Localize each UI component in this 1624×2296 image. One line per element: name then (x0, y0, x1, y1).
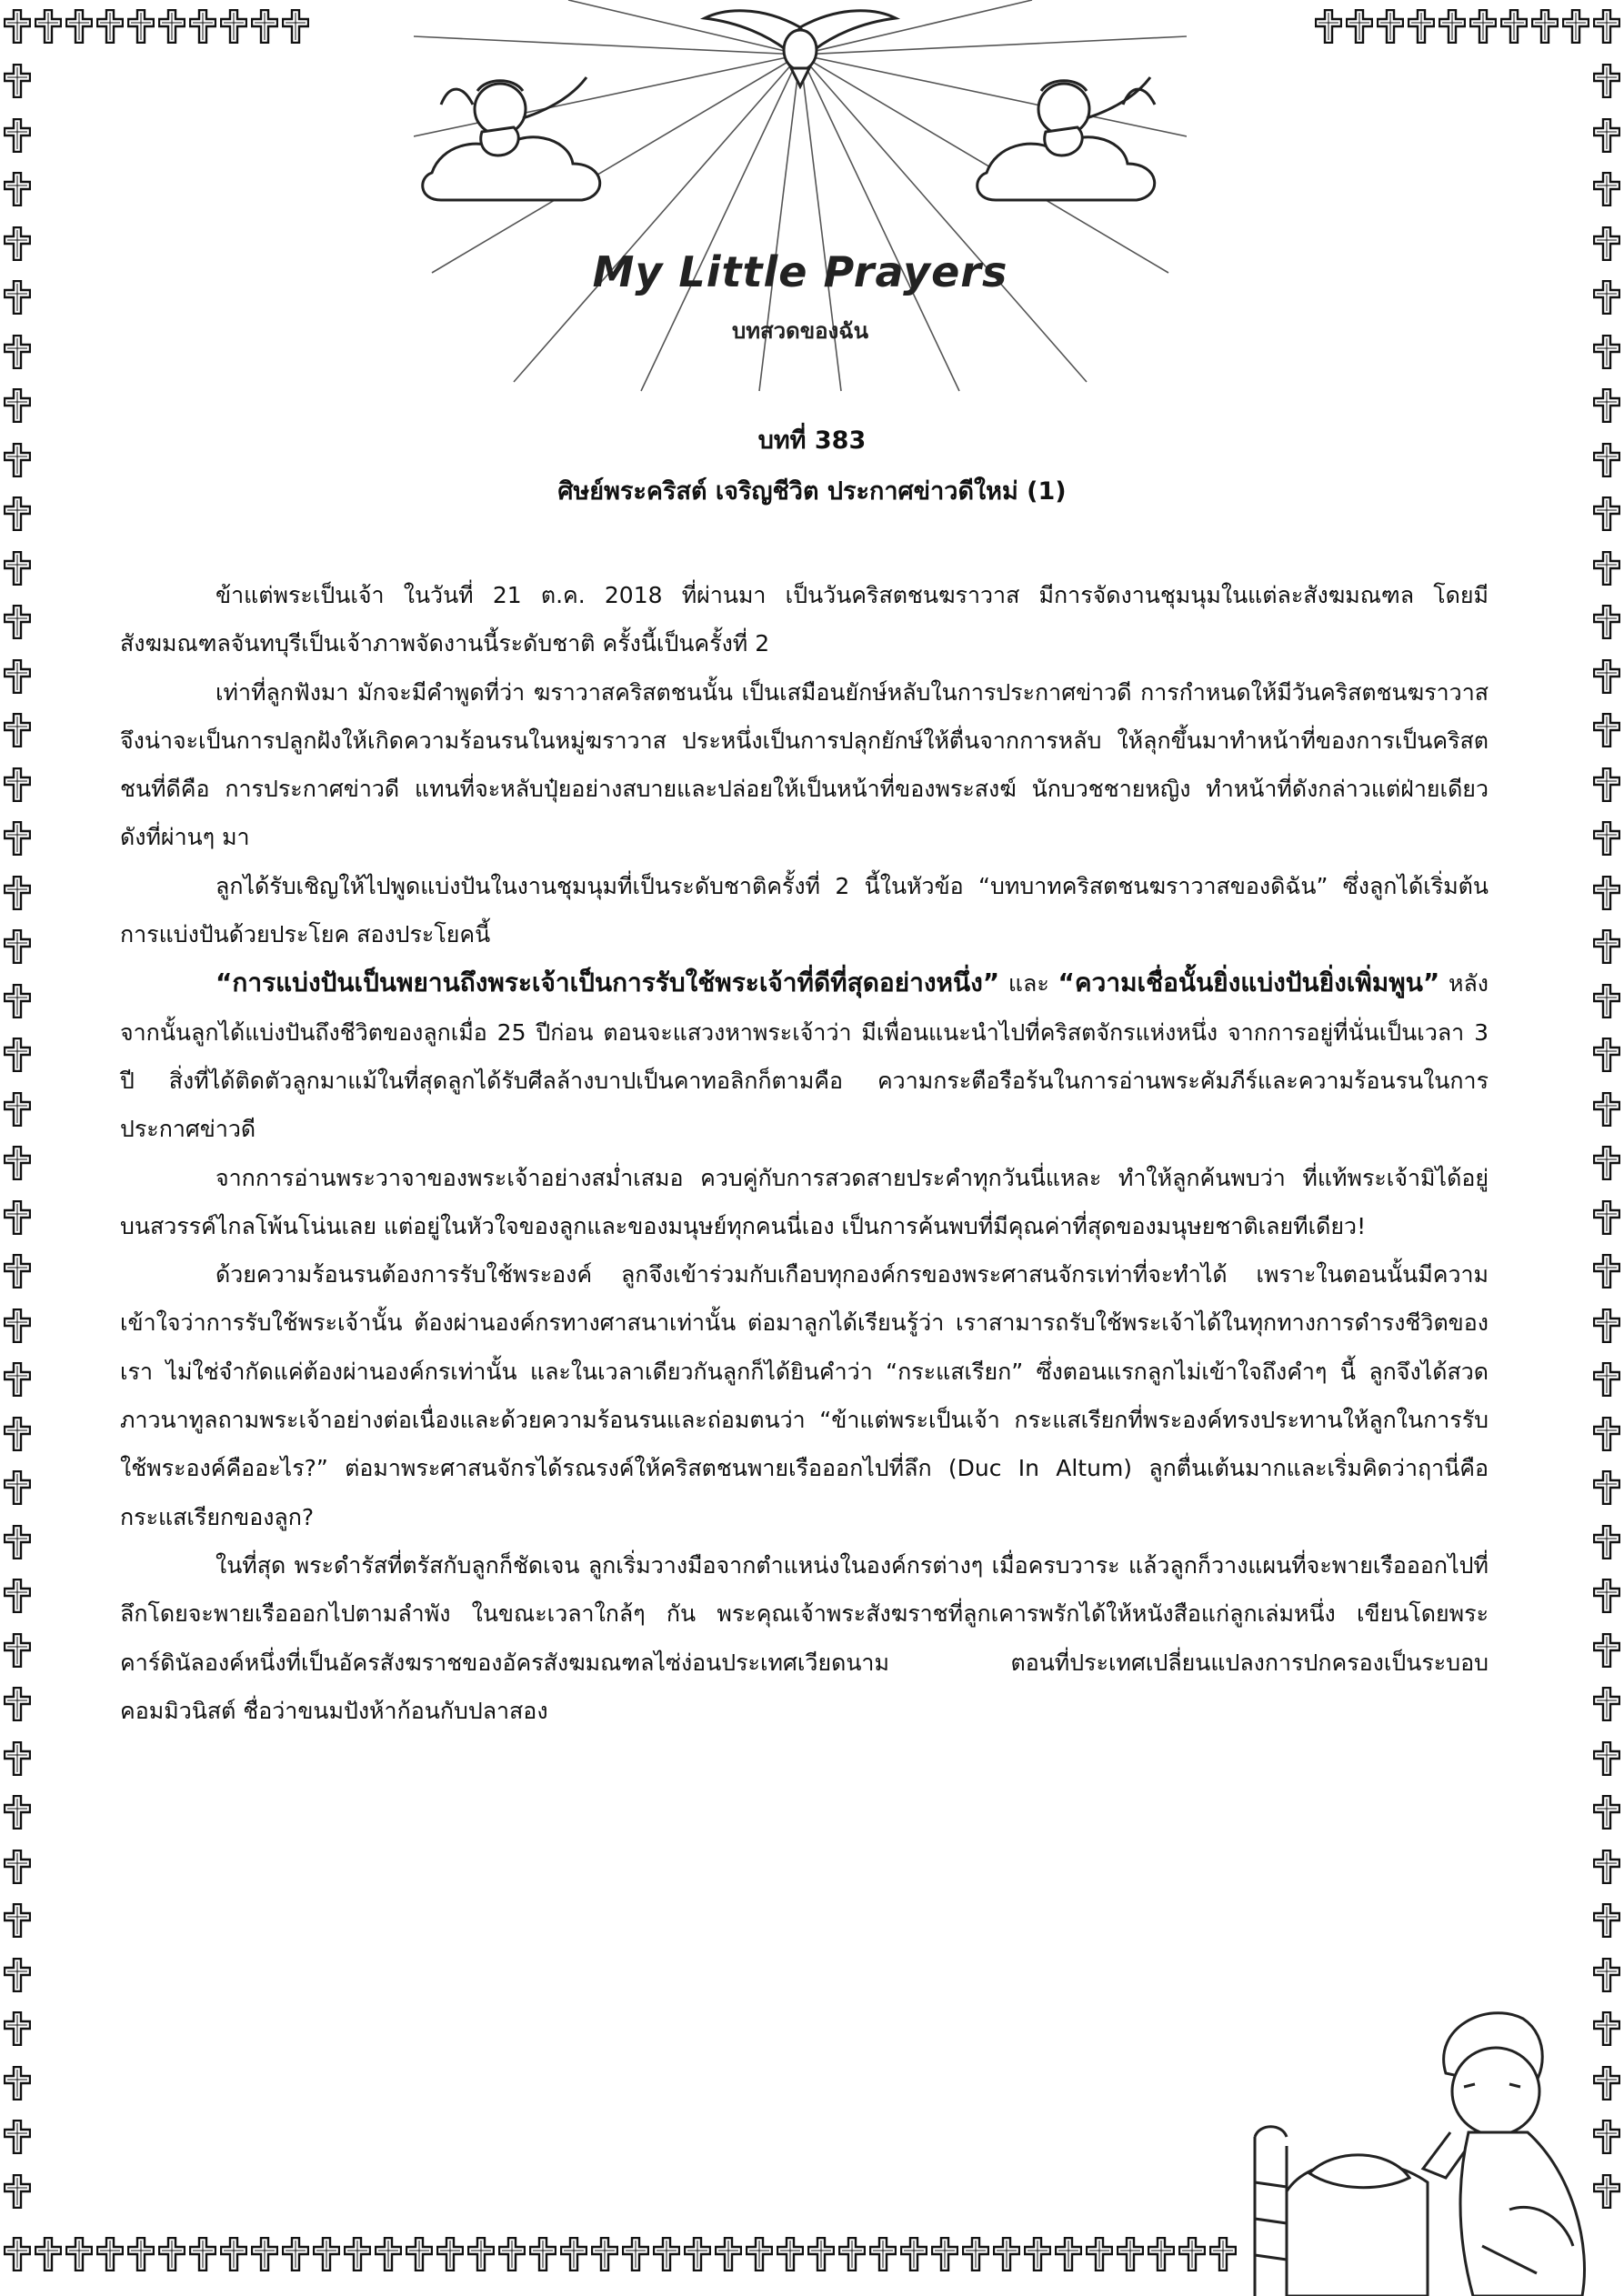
cross-icon (342, 2235, 373, 2273)
cross-icon (1591, 657, 1622, 712)
paragraph: ด้วยความร้อนรนต้องการรับใช้พระองค์ ลูกจึงเข้าร่วมกับเกือบทุกองค์กรของพระศาสนจักรเท่าที่จะทำได้ เพราะในตอนนั้นมีความเข้าใจว่าการรับใช้พระเจ้านั้น ต้องผ่านองค์กรทางศาสนาเท่านั้น ต่อมาลูกได้เรียนรู้ว่า เราสามารถรับใช้พระเจ้าได้ในทุกทางการดำรงชีวิตของเรา ไม่ใช่จำกัดแค่ต้องผ่านองค์กรเท่านั้น และในเวลาเดียวกันลูกก็ได้ยินคำว่า “กระแสเรียก” ซึ่งตอนแรกลูกไม่เข้าใจถึงคำๆ นี้ ลูกจึงได้สวดภาวนาทูลถามพระเจ้าอย่างต่อเนื่องและด้วยความร้อนรนและถ่อมตนว่า “ข้าแต่พระเป็นเจ้า กระแสเรียกที่พระองค์ทรงประทานให้ลูกในการรับใช้พระองค์คืออะไร?” ต่อมาพระศาสนจักรได้รณรงค์ให้คริสตชนพายเรือออกไปที่ลึก (Duc In Altum) ลูกตื่นเต้นมากและเริ่มคิดว่าฤานี่คือกระแสเรียกของลูก? (120, 1261, 1489, 1530)
cross-icon (2, 711, 33, 766)
cross-icon (1115, 2235, 1146, 2273)
praying-child-illustration (1237, 1973, 1600, 2296)
cross-icon (2, 1848, 33, 1902)
cross-icon (1591, 1360, 1622, 1415)
cross-icon (1591, 116, 1622, 171)
cross-icon (2, 278, 33, 333)
cross-icon (1437, 7, 1468, 45)
cross-icon (1591, 1307, 1622, 1361)
cross-icon (187, 2235, 218, 2273)
cross-icon (713, 2235, 744, 2273)
cross-icon (2, 1901, 33, 1956)
cross-icon (2, 7, 33, 45)
paragraph: จากการอ่านพระวาจาของพระเจ้าอย่างสม่ำเสมอ ควบคู่กับการสวดสายประคำทุกวันนี่แหละ ทำให้ลูกค้นพบว่า ที่แท้พระเจ้ามิได้อยู่บนสวรรค์ไกลโพ้นโน่นเลย แต่อยู่ในหัวใจของลูกและของมนุษย์ทุกคนนี่เอง เป็นการค้นพบที่มีคุณค่าที่สุดของมนุษยชาติเลยทีเดียว! (120, 1164, 1489, 1239)
cross-icon (1591, 1415, 1622, 1469)
cross-icon (1591, 1523, 1622, 1578)
cross-icon (1529, 7, 1560, 45)
cross-icon (2, 225, 33, 279)
cross-icon (2, 603, 33, 657)
cross-icon (744, 2235, 775, 2273)
cross-icon (2, 1469, 33, 1523)
cross-icon (404, 2235, 435, 2273)
paragraph: ลูกได้รับเชิญให้ไปพูดแบ่งปันในงานชุมนุมที่เป็นระดับชาติครั้งที่ 2 นี้ในหัวข้อ “บทบาทคริสตชนฆราวาสของดิฉัน” ซึ่งลูกได้เริ่มต้นการแบ่งปันด้วยประโยค สองประโยคนี้ (120, 872, 1489, 948)
cross-icon (2, 2172, 33, 2227)
cross-icon (775, 2235, 806, 2273)
cross-icon (2, 2064, 33, 2119)
cross-icon (1591, 711, 1622, 766)
cross-icon (2, 982, 33, 1037)
cross-icon (2, 2235, 33, 2273)
cross-icon (2, 1036, 33, 1090)
cross-icon (125, 7, 156, 45)
cross-icon (311, 2235, 342, 2273)
cross-icon (1313, 7, 1344, 45)
cross-icon (2, 62, 33, 116)
cross-icon (806, 2235, 837, 2273)
cross-icon (466, 2235, 496, 2273)
cross-icon (1591, 1090, 1622, 1145)
cross-border-bottom (2, 2235, 1238, 2273)
cross-icon (2, 1956, 33, 2010)
cross-icon (2, 1631, 33, 1686)
cross-icon (496, 2235, 527, 2273)
cross-icon (2, 657, 33, 712)
cross-icon (249, 7, 280, 45)
cross-icon (1591, 7, 1622, 45)
cross-icon (2, 2010, 33, 2064)
cross-border-right (1591, 62, 1622, 2226)
cross-icon (1591, 278, 1622, 333)
cross-icon (1591, 982, 1622, 1037)
cross-icon (1591, 1144, 1622, 1198)
cross-icon (1468, 7, 1499, 45)
cross-icon (1591, 1685, 1622, 1740)
cross-icon (1591, 1036, 1622, 1090)
cross-icon (1375, 7, 1406, 45)
cross-icon (1591, 549, 1622, 604)
cross-icon (64, 7, 95, 45)
cross-icon (156, 2235, 187, 2273)
cross-icon (1146, 2235, 1177, 2273)
cross-icon (2, 1577, 33, 1631)
cross-icon (2, 1523, 33, 1578)
cross-icon (218, 7, 249, 45)
cross-icon (1591, 1740, 1622, 1794)
cross-icon (837, 2235, 867, 2273)
cross-icon (2, 1090, 33, 1145)
cross-icon (1591, 1793, 1622, 1848)
cross-icon (651, 2235, 682, 2273)
cross-icon (1591, 1469, 1622, 1523)
cross-icon (2, 1415, 33, 1469)
cross-icon (1208, 2235, 1238, 2273)
cross-icon (2, 549, 33, 604)
cross-icon (2, 766, 33, 820)
paragraph: ในที่สุด พระดำรัสที่ตรัสกับลูกก็ชัดเจน ลูกเริ่มวางมือจากตำแหน่งในองค์กรต่างๆ เมื่อครบวาระ แล้วลูกก็วางแผนที่จะพายเรือออกไปที่ลึกโดยจะพายเรือออกไปตามลำพัง ในขณะเวลาใกล้ๆ กัน พระคุณเจ้าพระสังฆราชที่ลูกเคารพรักได้ให้หนังสือแก่ลูกเล่มหนึ่ง เขียนโดยพระคาร์ดินัลองค์หนึ่งที่เป็นอัครสังฆราชของอัครสังฆมณฑลไซ่ง่อนประเทศเวียดนาม ตอนที่ประเทศเปลี่ยนแปลงการปกครองเป็นระบอบคอมมิวนิสต์ ชื่อว่าขนมปังห้าก้อนกับปลาสอง (120, 1551, 1489, 1724)
cross-icon (1406, 7, 1437, 45)
cross-icon (218, 2235, 249, 2273)
cross-icon (1591, 1848, 1622, 1902)
paragraph: เท่าที่ลูกฟังมา มักจะมีคำพูดที่ว่า ฆราวาสคริสตชนนั้น เป็นเสมือนยักษ์หลับในการประกาศข่าวดี การกำหนดให้มีวันคริสตชนฆราวาส จึงน่าจะเป็นการปลูกฝังให้เกิดความร้อนรนในหมู่ฆราวาส ประหนึ่งเป็นการปลุกยักษ์ให้ตื่นจากการหลับ ให้ลุกขึ้นมาทำหน้าที่ของการเป็นคริสตชนที่ดีคือ การประกาศข่าวดี แทนที่จะหลับปุ๋ยอย่างสบายและปล่อยให้เป็นหน้าที่ของพระสงฆ์ นักบวชชายหญิง ทำหน้าที่ดังกล่าวแต่ฝ่ายเดียว ดังที่ผ่านๆ มา (120, 678, 1489, 851)
cherub-right-icon (977, 77, 1155, 200)
chapter-number: บทที่ 383 (757, 426, 867, 455)
cross-icon (2, 1144, 33, 1198)
cross-icon (435, 2235, 466, 2273)
cross-border-top-right (1313, 7, 1622, 45)
cross-icon (1591, 1198, 1622, 1253)
cross-icon (2, 1685, 33, 1740)
quote-bold-2: “ความเชื่อนั้นยิ่งแบ่งปันยิ่งเพิ่มพูน” (1058, 968, 1440, 998)
cross-icon (33, 2235, 64, 2273)
cross-icon (64, 2235, 95, 2273)
cross-icon (249, 2235, 280, 2273)
cross-icon (1591, 1631, 1622, 1686)
cross-icon (125, 2235, 156, 2273)
cross-icon (1591, 603, 1622, 657)
cross-icon (929, 2235, 960, 2273)
chapter-title: ศิษย์พระคริสต์ เจริญชีวิต ประกาศข่าวดีใหม่ (1) (557, 477, 1067, 506)
cross-icon (1591, 333, 1622, 387)
cross-icon (682, 2235, 713, 2273)
cross-icon (1591, 225, 1622, 279)
cross-icon (156, 7, 187, 45)
cross-icon (1053, 2235, 1084, 2273)
cross-icon (898, 2235, 929, 2273)
header-illustration (414, 0, 1187, 400)
cross-border-left (2, 62, 33, 2226)
quote-rest: หลังจากนั้นลูกได้แบ่งปันถึงชีวิตของลูกเมื่อ 25 ปีก่อน ตอนจะแสวงหาพระเจ้าว่า มีเพื่อนแนะนำไปที่คริสตจักรแห่งหนึ่ง จากการอยู่ที่นั่นเป็นเวลา 3 ปี สิ่งที่ได้ติดตัวลูกมาแม้ในที่สุดลูกได้รับศีลล้างบาปเป็นคาทอลิกก็ตามคือ ความกระตือรือร้นในการอ่านพระคัมภีร์และความร้อนรนในการประกาศข่าวดี (120, 970, 1489, 1143)
cross-icon (2, 819, 33, 874)
cross-icon (1591, 1252, 1622, 1307)
cross-icon (1591, 1577, 1622, 1631)
cross-icon (589, 2235, 620, 2273)
cross-icon (95, 7, 125, 45)
cross-icon (991, 2235, 1022, 2273)
cross-icon (280, 2235, 311, 2273)
cross-icon (1591, 874, 1622, 928)
cross-icon (1591, 62, 1622, 116)
cross-icon (2, 1793, 33, 1848)
cross-icon (1177, 2235, 1208, 2273)
cross-icon (2, 1198, 33, 1253)
cross-icon (2, 170, 33, 225)
cross-icon (1591, 766, 1622, 820)
cross-icon (1591, 1901, 1622, 1956)
cross-icon (187, 7, 218, 45)
cross-icon (867, 2235, 898, 2273)
cross-icon (2, 333, 33, 387)
cross-icon (620, 2235, 651, 2273)
dove-icon (705, 11, 896, 86)
cross-icon (2, 1252, 33, 1307)
cross-icon (558, 2235, 589, 2273)
quote-connector: และ (999, 970, 1058, 998)
cross-icon (1022, 2235, 1053, 2273)
cross-icon (2, 1360, 33, 1415)
paragraph: ข้าแต่พระเป็นเจ้า ในวันที่ 21 ต.ค. 2018 ที่ผ่านมา เป็นวันคริสตชนฆราวาส มีการจัดงานชุมนุมในแต่ละสังฆมณฑล โดยมีสังฆมณฑลจันทบุรีเป็นเจ้าภาพจัดงานนี้ระดับชาติ ครั้งนี้เป็นครั้งที่ 2 (120, 582, 1489, 657)
quote-paragraph (120, 958, 1489, 1153)
logo-title: My Little Prayers (592, 247, 1008, 296)
cross-icon (33, 7, 64, 45)
quote-bold-1: “การแบ่งปันเป็นพยานถึงพระเจ้าเป็นการรับใช้พระเจ้าที่ดีที่สุดอย่างหนึ่ง” (216, 968, 1000, 998)
cross-icon (960, 2235, 991, 2273)
cross-icon (2, 927, 33, 982)
cross-icon (280, 7, 311, 45)
logo-subtitle: บทสวดของฉัน (731, 318, 869, 344)
cross-icon (1591, 819, 1622, 874)
cross-icon (1560, 7, 1591, 45)
cross-icon (2, 1740, 33, 1794)
cherub-left-icon (423, 77, 600, 200)
cross-icon (2, 1307, 33, 1361)
cross-icon (1499, 7, 1529, 45)
cross-icon (1591, 927, 1622, 982)
cross-icon (2, 2118, 33, 2172)
cross-icon (2, 116, 33, 171)
cross-icon (1084, 2235, 1115, 2273)
cross-icon (1591, 170, 1622, 225)
cross-icon (1344, 7, 1375, 45)
cross-border-top-left (2, 7, 311, 45)
prayer-body (120, 571, 1489, 1735)
cross-icon (527, 2235, 558, 2273)
cross-icon (95, 2235, 125, 2273)
cross-icon (373, 2235, 404, 2273)
cross-icon (2, 874, 33, 928)
